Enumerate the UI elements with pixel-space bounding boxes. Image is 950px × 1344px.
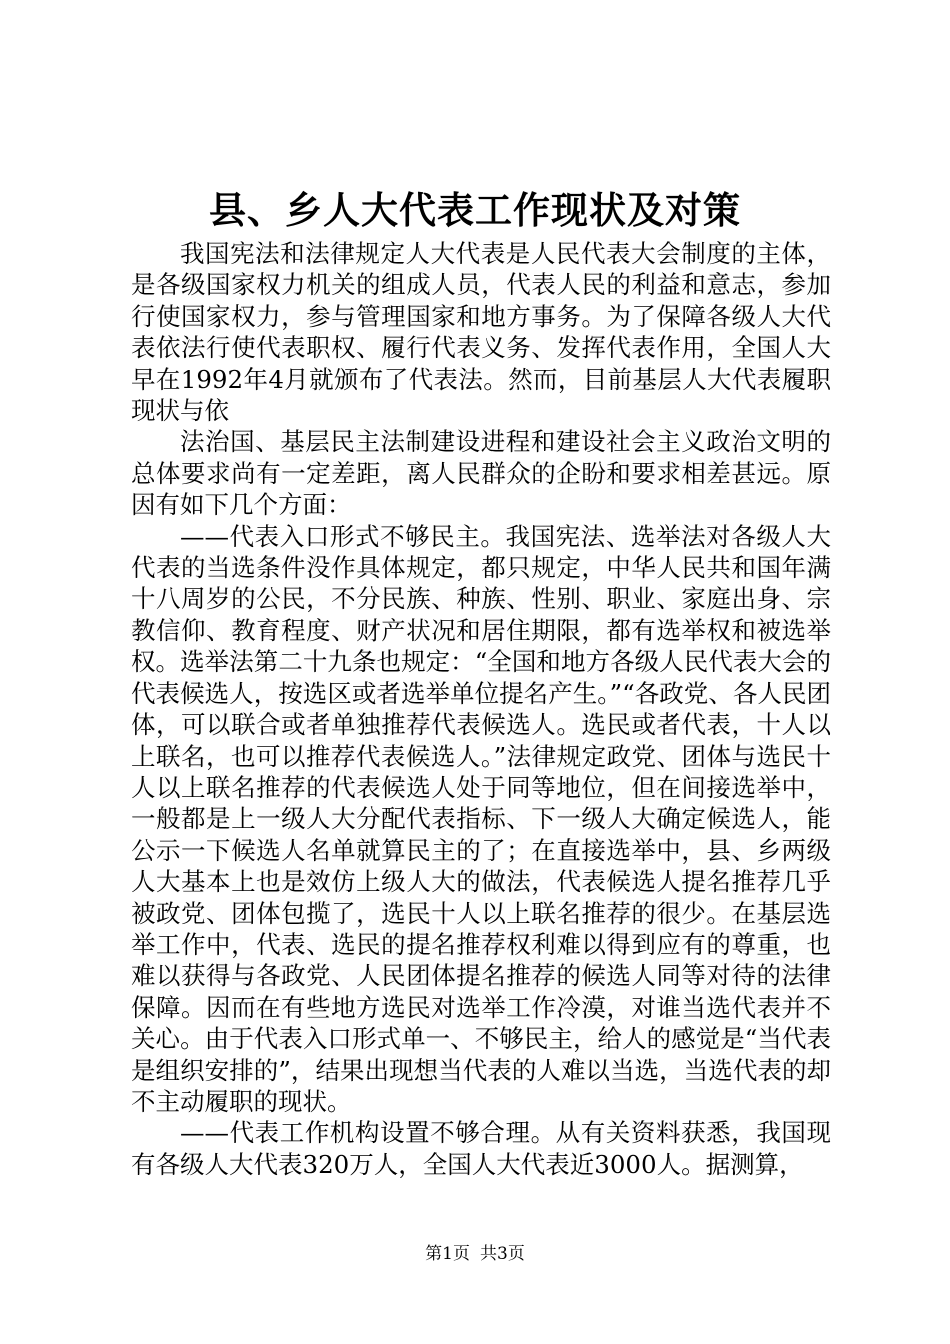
page-footer [0, 1243, 950, 1265]
page-number: 第1页 [425, 1244, 470, 1264]
document-body [131, 238, 831, 1180]
paragraph-work-institution: ——代表工作机构设置不够合理。从有关资料获悉，我国现有各级人大代表320万人，全国人大代表近3000人。据测算， [131, 1118, 831, 1179]
paragraph-representative-entry: ——代表入口形式不够民主。我国宪法、选举法对各级人大代表的当选条件没作具体规定，都只规定，中华人民共和国年满十八周岁的公民，不分民族、种族、性别、职业、家庭出身、宗教信仰、教育程度、财产状况和居住期限，都有选举权和被选举权。选举法第二十九条也规定：“全国和地方各级人民代表大会的代表候选人，按选区或者选举单位提名产生。”“各政党、各人民团体，可以联合或者单独推荐代表候选人。选民或者代表，十人以上联名，也可以推荐代表候选人。”法律规定政党、团体与选民十人以上联名推荐的代表候选人处于同等地位，但在间接选举中，一般都是上一级人大分配代表指标、下一级人大确定候选人，能公示一下候选人名单就算民主的了；在直接选举中，县、乡两级人大基本上也是效仿上级人大的做法，代表候选人提名推荐几乎被政党、团体包揽了，选民十人以上联名推荐的很少。在基层选举工作中，代表、选民的提名推荐权利难以得到应有的尊重，也难以获得与各政党、人民团体提名推荐的候选人同等对待的法律保障。因而在有些地方选民对选举工作冷漠，对谁当选代表并不关心。由于代表入口形式单一、不够民主，给人的感觉是“当代表是组织安排的”，结果出现想当代表的人难以当选，当选代表的却不主动履职的现状。 [131, 521, 831, 1116]
document-title: 县、乡人大代表工作现状及对策 [209, 188, 741, 232]
paragraph-continuation: 法治国、基层民主法制建设进程和建设社会主义政治文明的总体要求尚有一定差距，离人民群众的企盼和要求相差甚远。原因有如下几个方面： [131, 427, 831, 520]
page-total: 共3页 [480, 1244, 525, 1264]
paragraph-intro: 我国宪法和法律规定人大代表是人民代表大会制度的主体，是各级国家权力机关的组成人员，代表人民的利益和意志，参加行使国家权力，参与管理国家和地方事务。为了保障各级人大代表依法行使代表职权、履行代表义务、发挥代表作用，全国人大早在1992年4月就颁布了代表法。然而，目前基层人大代表履职现状与依 [131, 239, 831, 426]
